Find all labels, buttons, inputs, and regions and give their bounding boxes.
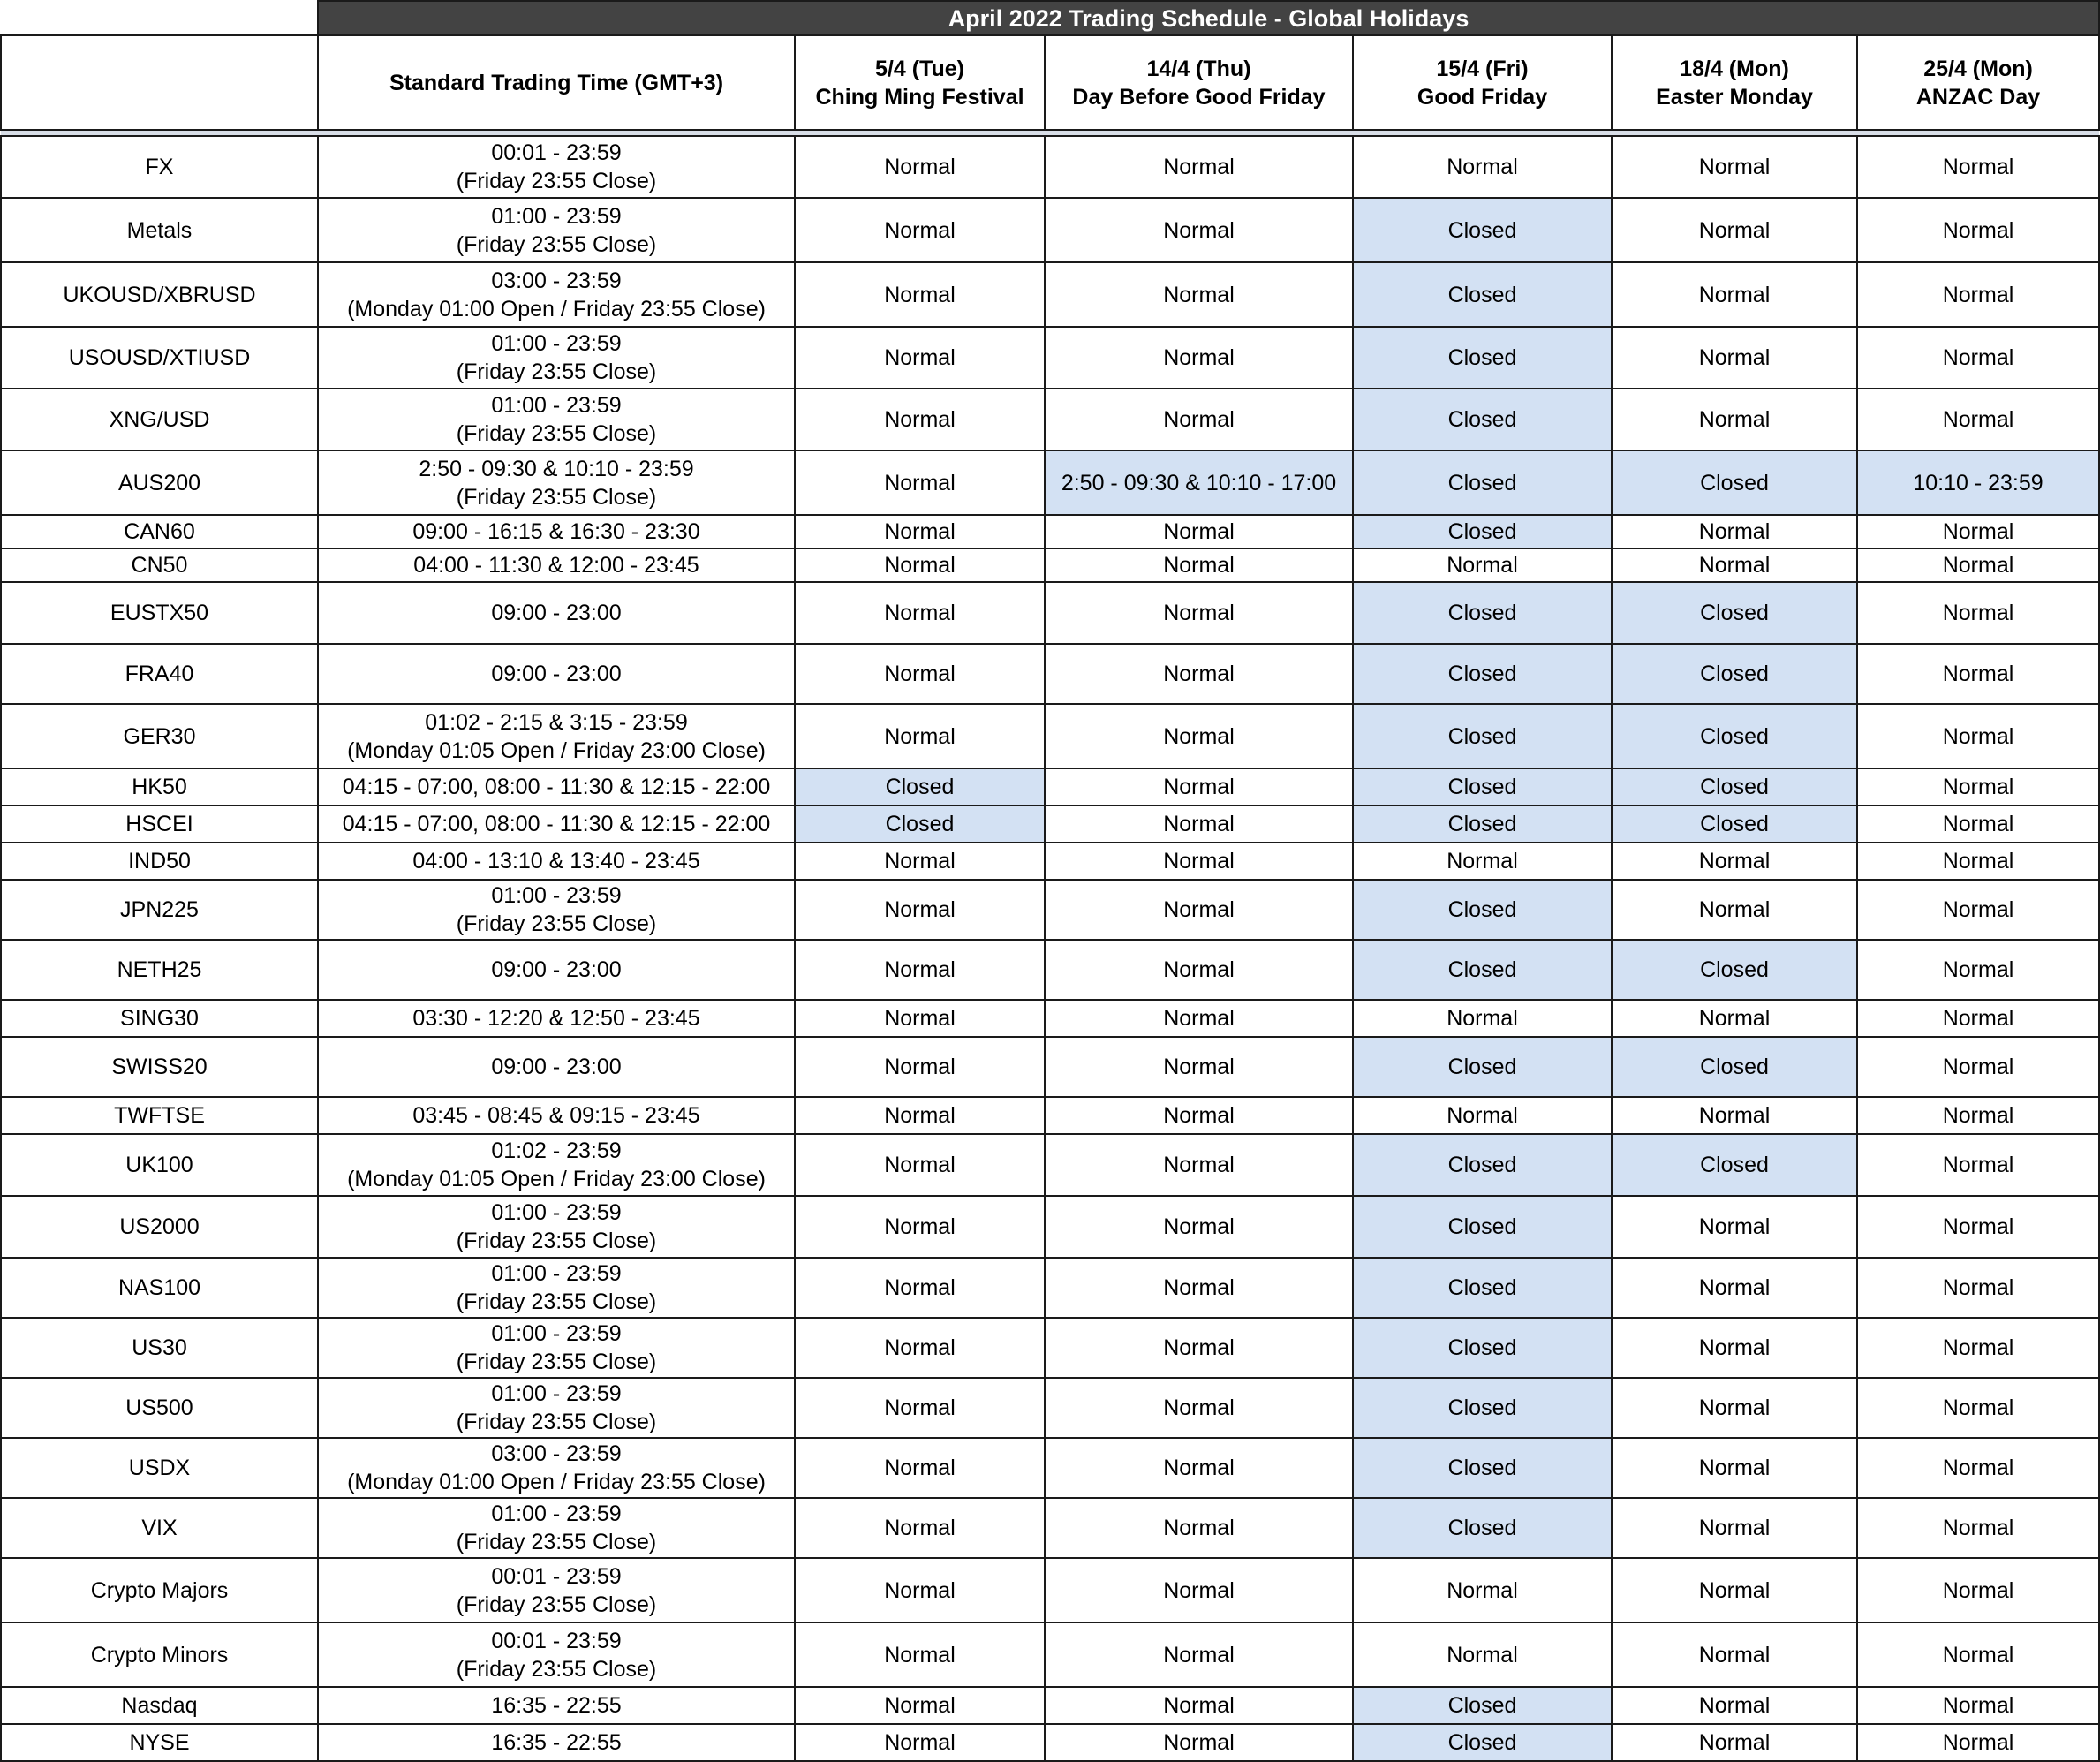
holiday-status-cell: Normal	[1045, 389, 1353, 450]
holiday-status-cell: Normal	[1045, 1558, 1353, 1622]
holiday-status-cell: Normal	[1045, 1196, 1353, 1258]
holiday-status-cell: Normal	[795, 1000, 1045, 1037]
standard-time-header: Standard Trading Time (GMT+3)	[318, 35, 795, 130]
holiday-header: 5/4 (Tue) Ching Ming Festival	[795, 35, 1045, 130]
holiday-status-cell: Normal	[1612, 1196, 1857, 1258]
instrument-cell: GER30	[1, 704, 318, 768]
holiday-status-cell: Normal	[795, 515, 1045, 548]
table-row	[1, 198, 2099, 262]
holiday-status-cell: 10:10 - 23:59	[1857, 450, 2099, 515]
instrument-cell: CN50	[1, 548, 318, 582]
holiday-status-cell: Normal	[795, 1498, 1045, 1558]
holiday-status-cell: Normal	[1612, 1687, 1857, 1724]
holiday-status-cell: Normal	[1045, 1318, 1353, 1378]
instrument-cell: USOUSD/XTIUSD	[1, 327, 318, 389]
instrument-cell: HSCEI	[1, 805, 318, 843]
instrument-cell: AUS200	[1, 450, 318, 515]
holiday-status-cell: Normal	[795, 1196, 1045, 1258]
table-row	[1, 940, 2099, 1000]
holiday-status-cell: Normal	[1857, 1000, 2099, 1037]
standard-time-cell: 01:00 - 23:59 (Friday 23:55 Close)	[318, 880, 795, 940]
holiday-status-cell: Closed	[1353, 1498, 1612, 1558]
standard-time-cell: 01:00 - 23:59 (Friday 23:55 Close)	[318, 1258, 795, 1318]
table-row	[1, 1687, 2099, 1724]
holiday-status-cell: Normal	[795, 1438, 1045, 1498]
holiday-status-cell: Normal	[1857, 1196, 2099, 1258]
holiday-status-cell: Normal	[1857, 880, 2099, 940]
instrument-cell: HK50	[1, 768, 318, 805]
table-row	[1, 136, 2099, 198]
standard-time-cell: 01:02 - 23:59 (Monday 01:05 Open / Friday 23:00 Close)	[318, 1134, 795, 1196]
instrument-cell: IND50	[1, 843, 318, 880]
table-row	[1, 1196, 2099, 1258]
table-row	[1, 1258, 2099, 1318]
holiday-status-cell: Normal	[795, 1037, 1045, 1097]
holiday-status-cell: Normal	[1857, 1622, 2099, 1687]
standard-time-cell: 09:00 - 23:00	[318, 940, 795, 1000]
standard-time-cell: 01:00 - 23:59 (Friday 23:55 Close)	[318, 1498, 795, 1558]
instrument-cell: Crypto Minors	[1, 1622, 318, 1687]
holiday-status-cell: 2:50 - 09:30 & 10:10 - 17:00	[1045, 450, 1353, 515]
holiday-status-cell: Closed	[1612, 1037, 1857, 1097]
holiday-status-cell: Normal	[1045, 644, 1353, 704]
holiday-status-cell: Normal	[795, 1622, 1045, 1687]
holiday-status-cell: Normal	[795, 548, 1045, 582]
instrument-cell: NETH25	[1, 940, 318, 1000]
standard-time-cell: 16:35 - 22:55	[318, 1687, 795, 1724]
holiday-status-cell: Closed	[1353, 198, 1612, 262]
holiday-status-cell: Normal	[1045, 582, 1353, 644]
standard-time-cell: 03:00 - 23:59 (Monday 01:00 Open / Friday 23:55 Close)	[318, 262, 795, 327]
holiday-status-cell: Closed	[1353, 450, 1612, 515]
holiday-status-cell: Normal	[1612, 1558, 1857, 1622]
corner-blank	[1, 1, 318, 35]
holiday-header: 14/4 (Thu) Day Before Good Friday	[1045, 35, 1353, 130]
instrument-cell: Metals	[1, 198, 318, 262]
holiday-status-cell: Normal	[1612, 1724, 1857, 1761]
holiday-status-cell: Normal	[1045, 940, 1353, 1000]
holiday-status-cell: Normal	[1353, 1097, 1612, 1134]
holiday-status-cell: Closed	[1612, 582, 1857, 644]
holiday-status-cell: Normal	[795, 198, 1045, 262]
holiday-status-cell: Normal	[1045, 515, 1353, 548]
instrument-cell: SING30	[1, 1000, 318, 1037]
standard-time-cell: 09:00 - 23:00	[318, 1037, 795, 1097]
holiday-status-cell: Normal	[1857, 389, 2099, 450]
holiday-status-cell: Closed	[1353, 805, 1612, 843]
table-row	[1, 1622, 2099, 1687]
table-row	[1, 389, 2099, 450]
standard-time-cell: 01:00 - 23:59 (Friday 23:55 Close)	[318, 327, 795, 389]
table-row	[1, 1097, 2099, 1134]
instrument-cell: USDX	[1, 1438, 318, 1498]
holiday-status-cell: Closed	[795, 768, 1045, 805]
holiday-status-cell: Closed	[1353, 880, 1612, 940]
standard-time-cell: 09:00 - 16:15 & 16:30 - 23:30	[318, 515, 795, 548]
holiday-status-cell: Normal	[1045, 198, 1353, 262]
holiday-header: 25/4 (Mon) ANZAC Day	[1857, 35, 2099, 130]
instrument-cell: XNG/USD	[1, 389, 318, 450]
holiday-status-cell: Normal	[1045, 136, 1353, 198]
standard-time-cell: 03:30 - 12:20 & 12:50 - 23:45	[318, 1000, 795, 1037]
holiday-status-cell: Normal	[795, 450, 1045, 515]
holiday-status-cell: Normal	[1857, 198, 2099, 262]
instrument-cell: US30	[1, 1318, 318, 1378]
header-separator	[1, 130, 2099, 136]
instrument-cell: Crypto Majors	[1, 1558, 318, 1622]
table-row	[1, 880, 2099, 940]
instrument-cell: US500	[1, 1378, 318, 1438]
instrument-cell: EUSTX50	[1, 582, 318, 644]
holiday-status-cell: Normal	[1857, 704, 2099, 768]
standard-time-cell: 00:01 - 23:59 (Friday 23:55 Close)	[318, 136, 795, 198]
holiday-status-cell: Normal	[1857, 1318, 2099, 1378]
holiday-status-cell: Normal	[1612, 1000, 1857, 1037]
holiday-status-cell: Normal	[795, 1134, 1045, 1196]
holiday-status-cell: Normal	[1045, 1687, 1353, 1724]
holiday-status-cell: Normal	[1353, 548, 1612, 582]
holiday-status-cell: Closed	[1612, 805, 1857, 843]
holiday-status-cell: Normal	[1045, 805, 1353, 843]
table-title: April 2022 Trading Schedule - Global Holidays	[318, 1, 2099, 35]
holiday-status-cell: Closed	[1353, 940, 1612, 1000]
holiday-status-cell: Closed	[1353, 1438, 1612, 1498]
holiday-status-cell: Closed	[1353, 1378, 1612, 1438]
table-row	[1, 262, 2099, 327]
table-row	[1, 327, 2099, 389]
holiday-status-cell: Normal	[1045, 843, 1353, 880]
holiday-status-cell: Normal	[1045, 548, 1353, 582]
standard-time-cell: 16:35 - 22:55	[318, 1724, 795, 1761]
holiday-status-cell: Normal	[1612, 1438, 1857, 1498]
standard-time-cell: 04:00 - 13:10 & 13:40 - 23:45	[318, 843, 795, 880]
table-row	[1, 1037, 2099, 1097]
holiday-status-cell: Normal	[1857, 582, 2099, 644]
holiday-status-cell: Normal	[795, 1318, 1045, 1378]
holiday-status-cell: Normal	[1045, 880, 1353, 940]
holiday-status-cell: Normal	[1857, 768, 2099, 805]
instrument-cell: JPN225	[1, 880, 318, 940]
instrument-cell: US2000	[1, 1196, 318, 1258]
holiday-status-cell: Normal	[1857, 940, 2099, 1000]
table-row	[1, 515, 2099, 548]
table-row	[1, 704, 2099, 768]
holiday-status-cell: Normal	[1045, 1622, 1353, 1687]
holiday-status-cell: Normal	[1045, 327, 1353, 389]
instrument-cell: SWISS20	[1, 1037, 318, 1097]
holiday-status-cell: Normal	[1045, 1498, 1353, 1558]
holiday-status-cell: Normal	[1045, 704, 1353, 768]
table-row	[1, 548, 2099, 582]
standard-time-cell: 03:45 - 08:45 & 09:15 - 23:45	[318, 1097, 795, 1134]
holiday-status-cell: Normal	[795, 1724, 1045, 1761]
standard-time-cell: 2:50 - 09:30 & 10:10 - 23:59 (Friday 23:55 Close)	[318, 450, 795, 515]
table-row	[1, 768, 2099, 805]
holiday-status-cell: Normal	[795, 644, 1045, 704]
holiday-status-cell: Normal	[1612, 136, 1857, 198]
table-row	[1, 805, 2099, 843]
holiday-status-cell: Normal	[1857, 327, 2099, 389]
instrument-cell: FRA40	[1, 644, 318, 704]
holiday-status-cell: Closed	[1353, 1724, 1612, 1761]
holiday-status-cell: Normal	[1045, 1258, 1353, 1318]
holiday-status-cell: Normal	[1612, 198, 1857, 262]
holiday-status-cell: Normal	[1353, 1558, 1612, 1622]
instrument-cell: UKOUSD/XBRUSD	[1, 262, 318, 327]
holiday-status-cell: Normal	[1612, 1258, 1857, 1318]
table-row	[1, 1438, 2099, 1498]
standard-time-cell: 01:00 - 23:59 (Friday 23:55 Close)	[318, 1378, 795, 1438]
holiday-status-cell: Normal	[1612, 548, 1857, 582]
standard-time-cell: 00:01 - 23:59 (Friday 23:55 Close)	[318, 1622, 795, 1687]
holiday-status-cell: Normal	[1045, 1134, 1353, 1196]
instrument-cell: VIX	[1, 1498, 318, 1558]
holiday-status-cell: Closed	[1353, 327, 1612, 389]
standard-time-cell: 01:00 - 23:59 (Friday 23:55 Close)	[318, 198, 795, 262]
holiday-status-cell: Closed	[1353, 644, 1612, 704]
holiday-status-cell: Normal	[1045, 1000, 1353, 1037]
table-row	[1, 1378, 2099, 1438]
holiday-status-cell: Normal	[1612, 327, 1857, 389]
holiday-status-cell: Normal	[795, 582, 1045, 644]
holiday-status-cell: Normal	[1612, 262, 1857, 327]
holiday-status-cell: Normal	[1857, 548, 2099, 582]
holiday-status-cell: Normal	[1857, 1498, 2099, 1558]
holiday-status-cell: Normal	[1857, 1558, 2099, 1622]
holiday-status-cell: Closed	[1353, 1687, 1612, 1724]
instrument-cell: Nasdaq	[1, 1687, 318, 1724]
holiday-status-cell: Normal	[1857, 1378, 2099, 1438]
holiday-status-cell: Normal	[795, 1258, 1045, 1318]
standard-time-cell: 04:00 - 11:30 & 12:00 - 23:45	[318, 548, 795, 582]
table-row	[1, 1134, 2099, 1196]
holiday-status-cell: Normal	[1857, 1134, 2099, 1196]
holiday-status-cell: Normal	[1612, 1378, 1857, 1438]
holiday-status-cell: Closed	[1612, 768, 1857, 805]
holiday-status-cell: Normal	[1612, 1622, 1857, 1687]
holiday-status-cell: Closed	[1353, 768, 1612, 805]
holiday-status-cell: Normal	[795, 940, 1045, 1000]
holiday-status-cell: Normal	[795, 1378, 1045, 1438]
holiday-status-cell: Normal	[1857, 262, 2099, 327]
holiday-status-cell: Closed	[1612, 644, 1857, 704]
holiday-status-cell: Normal	[795, 704, 1045, 768]
symbol-header-blank	[1, 35, 318, 130]
holiday-status-cell: Normal	[795, 1687, 1045, 1724]
holiday-status-cell: Normal	[795, 880, 1045, 940]
holiday-status-cell: Normal	[1612, 1498, 1857, 1558]
holiday-status-cell: Normal	[1045, 1378, 1353, 1438]
holiday-status-cell: Normal	[1857, 136, 2099, 198]
holiday-status-cell: Normal	[1045, 1097, 1353, 1134]
holiday-status-cell: Closed	[1612, 1134, 1857, 1196]
standard-time-cell: 01:00 - 23:59 (Friday 23:55 Close)	[318, 1196, 795, 1258]
holiday-status-cell: Normal	[1612, 1097, 1857, 1134]
holiday-status-cell: Closed	[1353, 389, 1612, 450]
instrument-cell: NYSE	[1, 1724, 318, 1761]
holiday-status-cell: Normal	[1857, 515, 2099, 548]
holiday-status-cell: Normal	[1045, 768, 1353, 805]
table-row	[1, 582, 2099, 644]
holiday-status-cell: Normal	[1857, 644, 2099, 704]
holiday-status-cell: Normal	[1612, 1318, 1857, 1378]
table-row	[1, 1558, 2099, 1622]
holiday-status-cell: Normal	[795, 843, 1045, 880]
holiday-status-cell: Normal	[1353, 843, 1612, 880]
table-row	[1, 644, 2099, 704]
standard-time-cell: 01:02 - 2:15 & 3:15 - 23:59 (Monday 01:05 Open / Friday 23:00 Close)	[318, 704, 795, 768]
holiday-status-cell: Normal	[1857, 1687, 2099, 1724]
holiday-status-cell: Normal	[1612, 515, 1857, 548]
holiday-status-cell: Normal	[1857, 1438, 2099, 1498]
holiday-status-cell: Closed	[795, 805, 1045, 843]
holiday-status-cell: Normal	[1612, 843, 1857, 880]
holiday-status-cell: Closed	[1353, 1196, 1612, 1258]
holiday-status-cell: Normal	[1353, 136, 1612, 198]
instrument-cell: CAN60	[1, 515, 318, 548]
holiday-status-cell: Normal	[1612, 389, 1857, 450]
standard-time-cell: 04:15 - 07:00, 08:00 - 11:30 & 12:15 - 22:00	[318, 805, 795, 843]
table-row	[1, 450, 2099, 515]
holiday-status-cell: Normal	[1045, 1438, 1353, 1498]
holiday-status-cell: Normal	[1857, 1037, 2099, 1097]
holiday-status-cell: Normal	[795, 1097, 1045, 1134]
instrument-cell: NAS100	[1, 1258, 318, 1318]
holiday-status-cell: Normal	[795, 327, 1045, 389]
holiday-status-cell: Closed	[1353, 1258, 1612, 1318]
holiday-status-cell: Normal	[795, 136, 1045, 198]
instrument-cell: UK100	[1, 1134, 318, 1196]
holiday-status-cell: Normal	[1612, 880, 1857, 940]
holiday-status-cell: Closed	[1353, 582, 1612, 644]
table-row	[1, 1318, 2099, 1378]
holiday-status-cell: Normal	[795, 389, 1045, 450]
holiday-status-cell: Normal	[1045, 1724, 1353, 1761]
holiday-status-cell: Closed	[1612, 450, 1857, 515]
holiday-status-cell: Normal	[1045, 262, 1353, 327]
standard-time-cell: 03:00 - 23:59 (Monday 01:00 Open / Friday 23:55 Close)	[318, 1438, 795, 1498]
table-row	[1, 1498, 2099, 1558]
holiday-status-cell: Normal	[1857, 1097, 2099, 1134]
standard-time-cell: 09:00 - 23:00	[318, 582, 795, 644]
table-row	[1, 1000, 2099, 1037]
holiday-status-cell: Normal	[1857, 843, 2099, 880]
instrument-cell: TWFTSE	[1, 1097, 318, 1134]
holiday-status-cell: Closed	[1353, 515, 1612, 548]
holiday-status-cell: Closed	[1353, 704, 1612, 768]
holiday-status-cell: Closed	[1353, 1318, 1612, 1378]
holiday-status-cell: Normal	[795, 1558, 1045, 1622]
instrument-cell: FX	[1, 136, 318, 198]
standard-time-cell: 00:01 - 23:59 (Friday 23:55 Close)	[318, 1558, 795, 1622]
holiday-header: 15/4 (Fri) Good Friday	[1353, 35, 1612, 130]
holiday-status-cell: Normal	[1045, 1037, 1353, 1097]
table-row	[1, 843, 2099, 880]
holiday-status-cell: Normal	[1857, 1258, 2099, 1318]
holiday-status-cell: Closed	[1353, 262, 1612, 327]
holiday-status-cell: Closed	[1353, 1134, 1612, 1196]
holiday-status-cell: Closed	[1353, 1037, 1612, 1097]
holiday-status-cell: Normal	[795, 262, 1045, 327]
holiday-status-cell: Normal	[1353, 1622, 1612, 1687]
holiday-status-cell: Normal	[1857, 805, 2099, 843]
holiday-status-cell: Closed	[1612, 940, 1857, 1000]
standard-time-cell: 09:00 - 23:00	[318, 644, 795, 704]
holiday-header: 18/4 (Mon) Easter Monday	[1612, 35, 1857, 130]
holiday-status-cell: Normal	[1857, 1724, 2099, 1761]
holiday-status-cell: Closed	[1612, 704, 1857, 768]
standard-time-cell: 01:00 - 23:59 (Friday 23:55 Close)	[318, 389, 795, 450]
standard-time-cell: 01:00 - 23:59 (Friday 23:55 Close)	[318, 1318, 795, 1378]
holiday-status-cell: Normal	[1353, 1000, 1612, 1037]
standard-time-cell: 04:15 - 07:00, 08:00 - 11:30 & 12:15 - 22:00	[318, 768, 795, 805]
